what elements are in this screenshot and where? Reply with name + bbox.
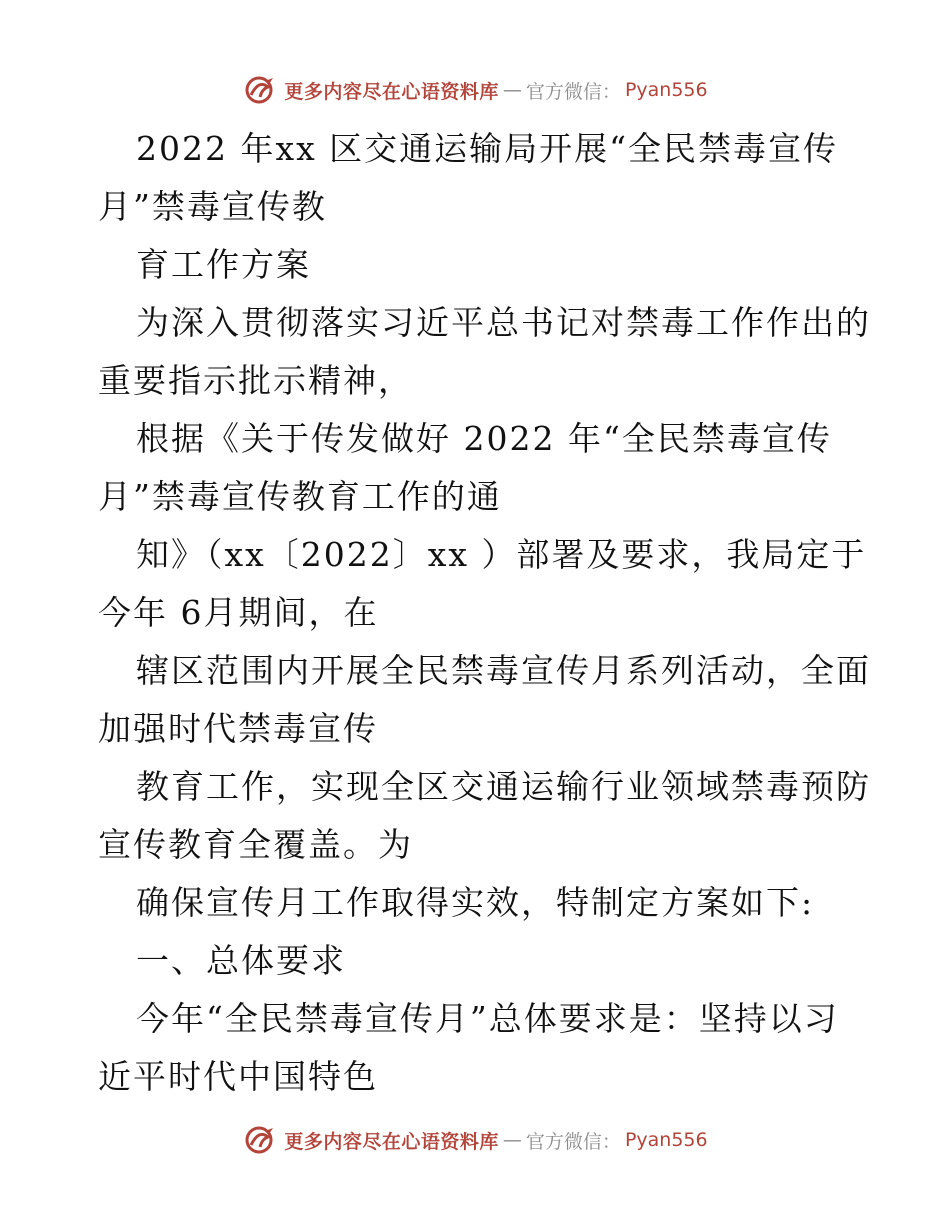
doc-line: 为深入贯彻落实习近平总书记对禁毒工作作出的 bbox=[136, 303, 871, 342]
watermark-wechat-id: Pyan556 bbox=[624, 79, 708, 101]
watermark-wechat-id: Pyan556 bbox=[624, 1129, 708, 1151]
section-heading-general-requirements: 一、总体要求 bbox=[136, 941, 346, 980]
doc-line: 宣传教育全覆盖。为 bbox=[98, 825, 413, 864]
document-body bbox=[98, 120, 871, 1106]
watermark-separator: — bbox=[502, 1129, 522, 1151]
doc-title-line-2: 月”禁毒宣传教 bbox=[98, 187, 327, 226]
watermark-promo-text: 更多内容尽在心语资料库 bbox=[284, 80, 499, 103]
doc-line: 今年 6月期间，在 bbox=[98, 593, 379, 632]
doc-line: 根据《关于传发做好 2022 年“全民禁毒宣传 bbox=[136, 419, 832, 458]
watermark-contact-label: 官方微信： bbox=[525, 80, 621, 103]
doc-title-line-3: 育工作方案 bbox=[136, 245, 311, 284]
doc-line: 教育工作，实现全区交通运输行业领域禁毒预防 bbox=[136, 767, 871, 806]
doc-line: 知》（xx〔2022〕xx ）部署及要求，我局定于 bbox=[136, 535, 867, 574]
dragon-seal-icon bbox=[242, 1125, 276, 1155]
watermark-separator: — bbox=[502, 79, 522, 101]
doc-line: 重要指示批示精神， bbox=[98, 361, 413, 400]
dragon-seal-icon bbox=[242, 75, 276, 105]
watermark-promo-text: 更多内容尽在心语资料库 bbox=[284, 1130, 499, 1153]
watermark-contact-label: 官方微信： bbox=[525, 1130, 621, 1153]
doc-line: 今年“全民禁毒宣传月”总体要求是：坚持以习 bbox=[136, 999, 839, 1038]
footer-watermark bbox=[0, 1122, 950, 1158]
doc-line: 确保宣传月工作取得实效，特制定方案如下: bbox=[136, 883, 815, 922]
doc-title-line-1: 2022 年xx 区交通运输局开展“全民禁毒宣传 bbox=[136, 129, 839, 168]
doc-line: 辖区范围内开展全民禁毒宣传月系列活动，全面 bbox=[136, 651, 871, 690]
doc-line: 近平时代中国特色 bbox=[98, 1057, 378, 1096]
header-watermark bbox=[0, 72, 950, 108]
doc-line: 加强时代禁毒宣传 bbox=[98, 709, 378, 748]
doc-line: 月”禁毒宣传教育工作的通 bbox=[98, 477, 502, 516]
